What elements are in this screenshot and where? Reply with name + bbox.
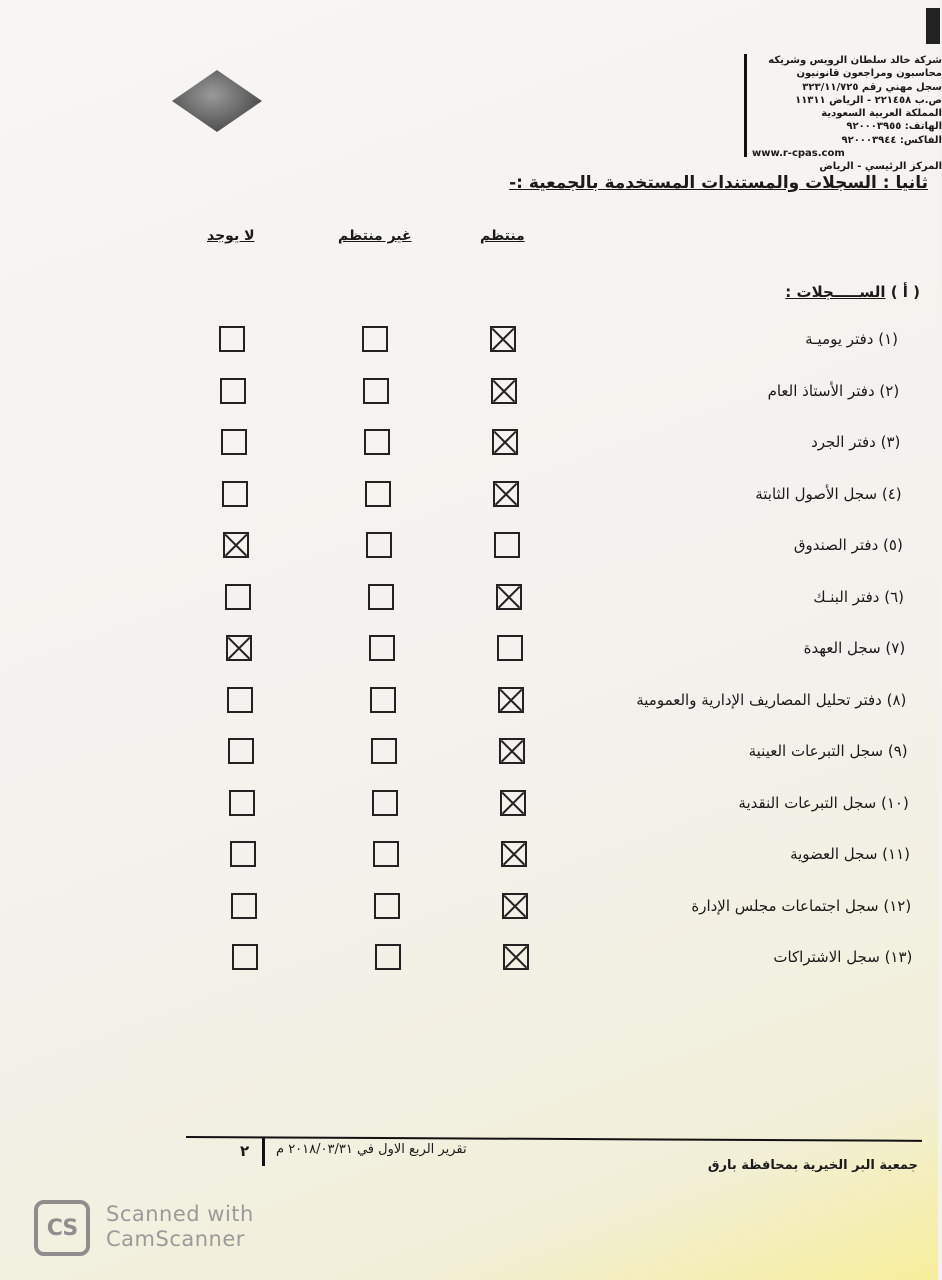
record-label: (٢) دفتر الأستاذ العام xyxy=(767,381,900,400)
record-label: (٨) دفتر تحليل المصاريف الإدارية والعمومية xyxy=(636,690,907,709)
checkbox-regular[interactable] xyxy=(501,841,527,867)
checkbox-regular[interactable] xyxy=(493,481,519,507)
checkbox-irregular[interactable] xyxy=(368,584,394,610)
record-label: (٣) دفتر الجرد xyxy=(811,433,901,451)
checkbox-irregular[interactable] xyxy=(372,790,398,816)
watermark-line-1: Scanned with xyxy=(106,1202,254,1226)
firm-phone: الهاتف: ٩٢٠٠٠٣٩٥٥ xyxy=(846,121,942,133)
column-header-none: لا يوجد xyxy=(207,228,255,244)
checkbox-irregular[interactable] xyxy=(373,841,399,867)
checkbox-regular[interactable] xyxy=(498,687,524,713)
checkbox-irregular[interactable] xyxy=(366,532,392,558)
record-label: (١١) سجل العضوية xyxy=(790,845,910,863)
checkbox-regular[interactable] xyxy=(502,893,528,919)
checkbox-regular[interactable] xyxy=(496,584,522,610)
checkbox-regular[interactable] xyxy=(499,738,525,764)
camscanner-watermark xyxy=(106,1202,254,1252)
checkbox-none[interactable] xyxy=(222,481,248,507)
firm-po-box: ص.ب ٢٢١٤٥٨ - الرياض ١١٣١١ xyxy=(795,94,942,106)
record-label: (٦) دفتر البنـك xyxy=(813,587,904,606)
firm-fax: الفاكس: ٩٢٠٠٠٣٩٤٤ xyxy=(841,134,942,146)
subsection-heading xyxy=(785,283,920,301)
firm-name: شركة خالد سلطان الرويس وشريكه xyxy=(768,55,942,66)
column-header-regular: منتظم xyxy=(480,228,525,244)
checkbox-none[interactable] xyxy=(230,841,256,867)
firm-headquarters: المركز الرئيسي - الرياض xyxy=(819,161,942,173)
checkbox-none[interactable] xyxy=(226,635,252,661)
checkbox-none[interactable] xyxy=(225,584,251,610)
record-label: (١٢) سجل اجتماعات مجلس الإدارة xyxy=(691,896,912,915)
record-label: (٩) سجل التبرعات العينية xyxy=(748,742,908,760)
section-title: ثانيا : السجلات والمستندات المستخدمة بالجمعية :- xyxy=(509,173,928,193)
letterhead-divider xyxy=(744,54,747,157)
record-label: (٥) دفتر الصندوق xyxy=(793,536,903,554)
subsection-prefix: ( أ ) xyxy=(890,283,920,301)
camscanner-logo-icon: CS xyxy=(34,1200,90,1256)
watermark-line-2: CamScanner xyxy=(106,1227,245,1251)
checkbox-irregular[interactable] xyxy=(369,635,395,661)
checkbox-none[interactable] xyxy=(232,944,258,970)
checkbox-irregular[interactable] xyxy=(374,893,400,919)
checkbox-irregular[interactable] xyxy=(362,326,388,352)
checkbox-irregular[interactable] xyxy=(370,687,396,713)
firm-license: سجل مهني رقم ٣٢٣/١١/٧٢٥ xyxy=(802,81,942,93)
checkbox-none[interactable] xyxy=(221,429,247,455)
subsection-label: الســـــجلات : xyxy=(785,283,886,301)
firm-country: المملكة العربية السعودية xyxy=(821,108,942,120)
firm-letterhead xyxy=(752,54,942,174)
checkbox-regular[interactable] xyxy=(497,635,523,661)
record-label: (١٣) سجل الاشتراكات xyxy=(773,948,913,966)
checkbox-irregular[interactable] xyxy=(364,429,390,455)
checkbox-none[interactable] xyxy=(228,738,254,764)
checkbox-regular[interactable] xyxy=(490,326,516,352)
checkbox-none[interactable] xyxy=(223,532,249,558)
page-number: ٢ xyxy=(240,1142,250,1160)
checkbox-regular[interactable] xyxy=(500,790,526,816)
column-header-irregular: غير منتظم xyxy=(338,228,412,244)
record-label: (٧) سجل العهدة xyxy=(803,639,906,657)
checkbox-regular[interactable] xyxy=(492,429,518,455)
firm-profession: محاسبون ومراجعون قانونيون xyxy=(796,68,942,80)
page-edge-mark xyxy=(926,8,940,44)
record-label: (١) دفتر يوميـة xyxy=(805,330,898,348)
checkbox-none[interactable] xyxy=(229,790,255,816)
footer-separator xyxy=(262,1138,265,1166)
record-label: (١٠) سجل التبرعات النقدية xyxy=(738,793,909,812)
organization-name: جمعية البر الخيرية بمحافظة بارق xyxy=(707,1158,918,1173)
checkbox-none[interactable] xyxy=(231,893,257,919)
firm-website: www.r-cpas.com xyxy=(752,148,845,160)
checkbox-regular[interactable] xyxy=(491,378,517,404)
checkbox-none[interactable] xyxy=(227,687,253,713)
checkbox-none[interactable] xyxy=(220,378,246,404)
checkbox-regular[interactable] xyxy=(503,944,529,970)
checkbox-irregular[interactable] xyxy=(375,944,401,970)
checkbox-regular[interactable] xyxy=(494,532,520,558)
checkbox-irregular[interactable] xyxy=(365,481,391,507)
checkbox-none[interactable] xyxy=(219,326,245,352)
checkbox-irregular[interactable] xyxy=(371,738,397,764)
checkbox-irregular[interactable] xyxy=(363,378,389,404)
report-period: تقرير الربع الاول في ٢٠١٨/٠٣/٣١ م xyxy=(276,1142,467,1157)
record-label: (٤) سجل الأصول الثابتة xyxy=(755,484,902,503)
